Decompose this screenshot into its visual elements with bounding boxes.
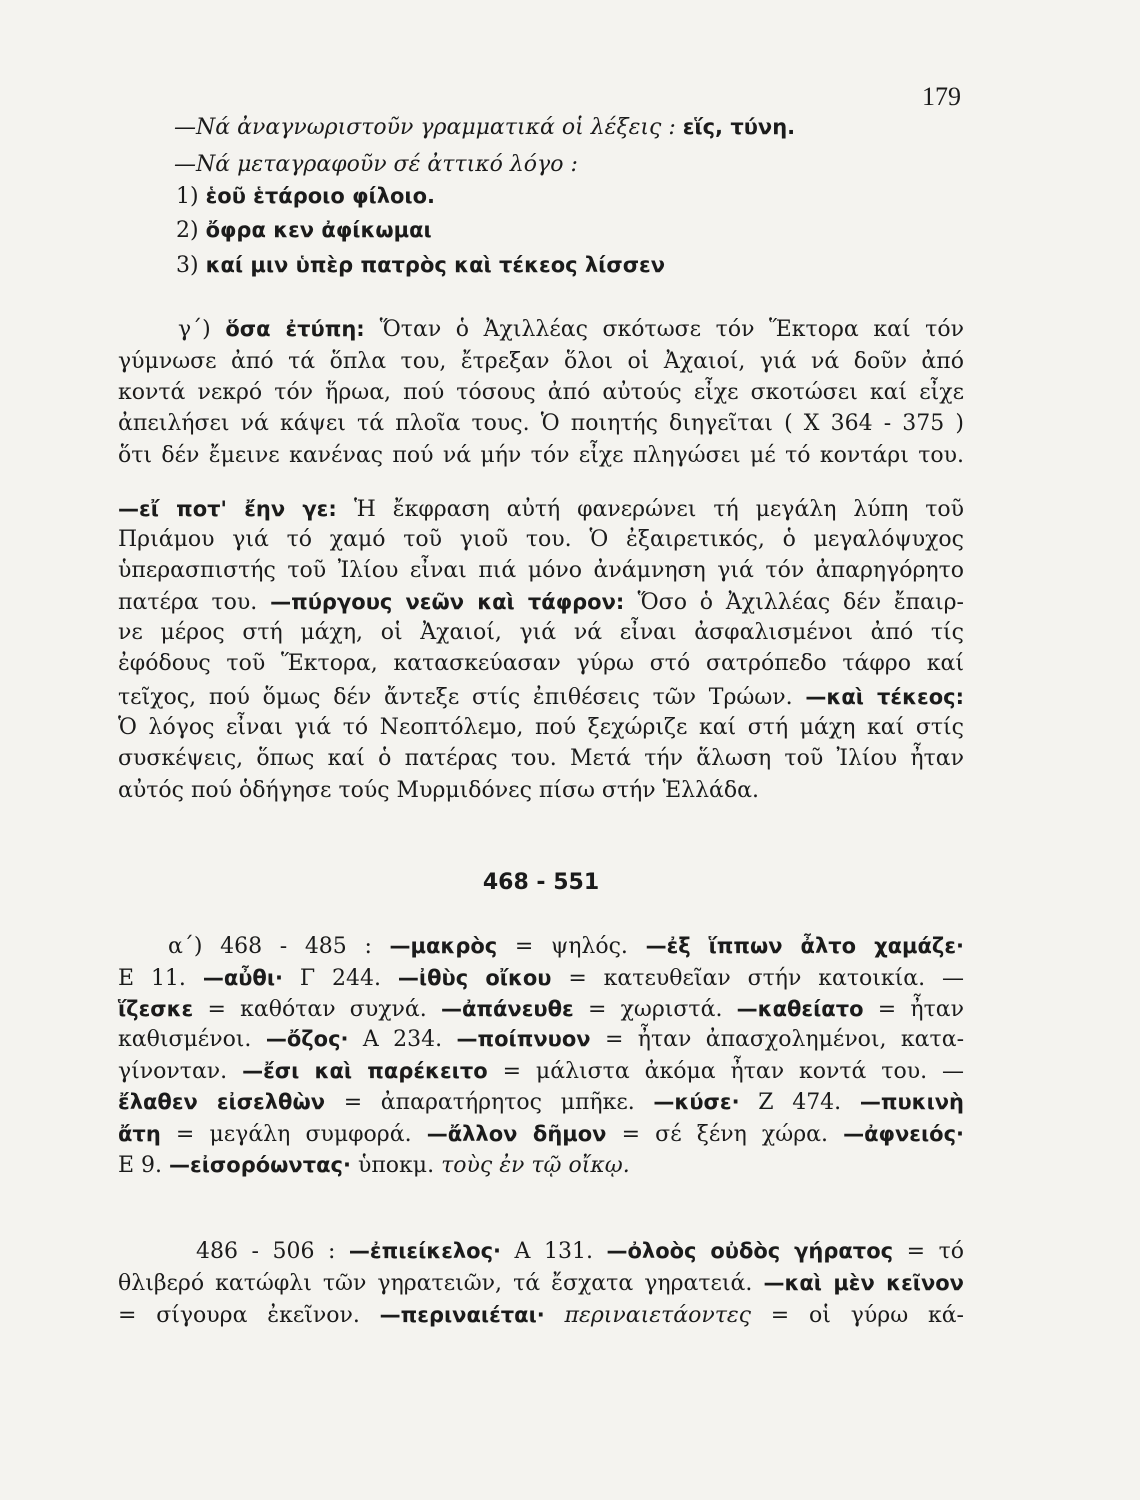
text-span: = κατευθεῖαν στήν κατοικία. — xyxy=(551,966,964,991)
text-span: = ἀπαρατήρητος μπῆκε. xyxy=(325,1090,654,1115)
text-line xyxy=(118,587,964,618)
text-span: = τό xyxy=(893,1239,964,1264)
text-span: = σίγουρα ἐκεῖνον. xyxy=(118,1303,380,1328)
text-line xyxy=(118,1024,964,1055)
text-line xyxy=(118,378,964,408)
text-line xyxy=(118,441,964,471)
bold-term: —πυκινὴ xyxy=(859,1090,965,1114)
bold-term: ἑοῦ ἑτάροιο φίλοιο. xyxy=(205,184,435,208)
text-line xyxy=(118,649,964,679)
bold-term: —αὖθι· xyxy=(202,966,284,990)
bold-term: —ἐξ ἵππων ἆλτο χαμάζε· xyxy=(645,934,964,958)
text-span: γύμνωσε ἀπό τά ὅπλα του, ἔτρεξαν ὅλοι οἱ Ἀχαιοί, γιά νά δοῦν ἀπό xyxy=(118,349,964,374)
text-span: ἐφόδους τοῦ Ἕκτορα, κατασκεύασαν γύρω στό σατρόπεδο τάφρο καί xyxy=(118,651,964,676)
text-line xyxy=(118,525,964,555)
page-number: 179 xyxy=(922,82,961,111)
text-line xyxy=(118,1119,964,1150)
bold-term: καί μιν ὑπὲρ πατρὸς καὶ τέκεος λίσσεν xyxy=(205,253,666,277)
bold-term: ὄφρα κεν ἀφίκωμαι xyxy=(205,218,432,242)
text-line xyxy=(118,994,964,1025)
text-span: = μάλιστα ἀκόμα ἦταν κοντά του. — xyxy=(487,1059,965,1084)
text-line xyxy=(118,963,964,994)
text-span: Ζ 474. xyxy=(739,1090,860,1115)
bold-term: —ὄζος· xyxy=(265,1027,349,1051)
text-span: ὑποκμ. xyxy=(350,1153,442,1178)
text-line xyxy=(118,1087,964,1118)
text-span: Ε 11. xyxy=(118,966,203,991)
bold-term: —ποίπνυον xyxy=(456,1027,591,1051)
text-line xyxy=(118,776,964,806)
italic-text: —Νά ἀναγνωριστοῦν γραμματικά οἱ λέξεις : xyxy=(174,115,683,140)
text-span: α΄) 468 - 485 : xyxy=(168,934,390,959)
text-span: συσκέψεις, ὅπως καί ὁ πατέρας του. Μετά τήν ἅλωση τοῦ Ἰλίου ἦταν xyxy=(118,746,964,771)
text-span: καθισμένοι. xyxy=(118,1027,266,1052)
bold-term: —καὶ μὲν κεῖνον xyxy=(763,1271,964,1295)
text-line xyxy=(118,347,964,377)
bold-term: —ἄλλον δῆμον xyxy=(426,1122,607,1146)
text-span: 3) xyxy=(176,253,206,278)
text-line xyxy=(118,1236,964,1267)
text-span: Ὁ λόγος εἶναι γιά τό Νεοπτόλεμο, πού ξεχώριζε καί στή μάχη καί στίς xyxy=(118,715,964,740)
text-line xyxy=(118,494,964,525)
bold-term: —πύργους νεῶν καὶ τάφρον: xyxy=(270,590,638,614)
text-span: τεῖχος, πού ὅμως δέν ἄντεξε στίς ἐπιθέσεις τῶν Τρώων. xyxy=(118,685,806,710)
text-line xyxy=(118,409,964,439)
text-span: = σέ ξένη χώρα. xyxy=(606,1122,844,1147)
text-span: ὅτι δέν ἔμεινε κανένας πού νά μήν τόν εἶχε πληγώσει μέ τό κοντάρι του. xyxy=(118,443,964,468)
text-line xyxy=(118,1056,964,1087)
text-span: Α 234. xyxy=(348,1027,457,1052)
text-line xyxy=(118,314,964,345)
text-span: κοντά νεκρό τόν ἥρωα, πού τόσους ἀπό αὐτούς εἶχε σκοτώσει καί εἶχε xyxy=(118,380,964,405)
bold-term: —ἀπάνευθε xyxy=(440,997,574,1021)
bold-term: —εἰσορόωντας· xyxy=(169,1153,351,1177)
text-span: γ΄) xyxy=(178,317,226,342)
text-line xyxy=(118,713,964,743)
text-span: 1) xyxy=(176,184,206,209)
text-span: = ψηλός. xyxy=(497,934,646,959)
italic-text: τοὺς ἐν τῷ οἴκῳ. xyxy=(441,1153,630,1178)
text-span: ὑπερασπιστής τοῦ Ἰλίου εἶναι πιά μόνο ἀνάμνηση γιά τόν ἀπαρηγόρητο xyxy=(118,558,964,583)
text-span: αὐτός πού ὁδήγησε τούς Μυρμιδόνες πίσω στήν Ἑλλάδα. xyxy=(118,778,759,803)
text-line xyxy=(118,181,964,212)
text-span: θλιβερό κατώφλι τῶν γηρατειῶν, τά ἔσχατα γηρατειά. xyxy=(118,1271,764,1296)
text-span: 2) xyxy=(176,218,206,243)
text-span: = οἱ γύρω κά- xyxy=(751,1303,964,1328)
italic-text: —Νά μεταγραφοῦν σέ ἀττικό λόγο : xyxy=(174,152,578,177)
text-span: Πριάμου γιά τό χαμό τοῦ γιοῦ του. Ὁ ἐξαιρετικός, ὁ μεγαλόψυχος xyxy=(118,527,964,552)
text-line xyxy=(118,112,964,143)
bold-term: ὅσα ἐτύπη: xyxy=(225,317,380,341)
text-span: γίνονταν. xyxy=(118,1059,243,1084)
text-line xyxy=(118,215,964,246)
text-line xyxy=(118,150,964,180)
text-span: Ὅταν ὁ Ἀχιλλέας σκότωσε τόν Ἕκτορα καί τόν xyxy=(379,317,964,342)
text-span: ἀπειλήσει νά κάψει τά πλοῖα τους. Ὁ ποιητής διηγεῖται ( Χ 364 - 375 ) xyxy=(118,411,964,436)
bold-term: —μακρὸς xyxy=(389,934,498,958)
bold-term: —κύσε· xyxy=(653,1090,740,1114)
text-span: νε μέρος στή μάχη, οἱ Ἀχαιοί, γιά νά εἶναι ἀσφαλισμένοι ἀπό τίς xyxy=(118,620,964,645)
bold-term: —ἔσι καὶ παρέκειτο xyxy=(242,1059,488,1083)
text-line xyxy=(118,618,964,648)
text-span: Γ 244. xyxy=(283,966,398,991)
text-line xyxy=(118,744,964,774)
bold-term: —ὀλοὸς οὐδὸς γήρατος xyxy=(606,1239,894,1263)
bold-term: —εἴ ποτ' ἔην γε: xyxy=(118,497,355,521)
text-span: 468 - 551 xyxy=(482,870,600,895)
bold-term: ἵζεσκε xyxy=(118,997,194,1021)
text-span: = ἦταν xyxy=(863,997,964,1022)
text-span: Α 131. xyxy=(501,1239,607,1264)
text-line xyxy=(118,682,964,713)
text-line xyxy=(118,1300,964,1331)
text-span: Ἡ ἔκφραση αὐτή φανερώνει τή μεγάλη λύπη τοῦ xyxy=(354,497,964,522)
text-line xyxy=(118,1268,964,1299)
text-span: Ὅσο ὁ Ἀχιλλέας δέν ἔπαιρ- xyxy=(637,590,964,615)
bold-term: —καὶ τέκεος: xyxy=(805,685,964,709)
bold-term: —ἰθὺς οἴκου xyxy=(397,966,552,990)
bold-term: —περιναιέται· xyxy=(379,1303,545,1327)
section-heading xyxy=(118,868,964,898)
text-line xyxy=(118,250,964,281)
bold-term: ἔλαθεν εἰσελθὼν xyxy=(118,1090,326,1114)
bold-term: ἄτη xyxy=(118,1122,161,1146)
text-span: 486 - 506 : xyxy=(196,1239,349,1264)
text-span: πατέρα του. xyxy=(118,590,271,615)
bold-term: —καθείατο xyxy=(736,997,864,1021)
text-line xyxy=(118,556,964,586)
italic-text: περιναιετάοντες xyxy=(544,1303,751,1328)
bold-term: —ἀφνειός· xyxy=(843,1122,965,1146)
text-line xyxy=(118,1150,964,1181)
text-span: = ἦταν ἀπασχολημένοι, κατα- xyxy=(590,1027,964,1052)
text-span: = μεγάλη συμφορά. xyxy=(160,1122,427,1147)
bold-term: —ἐπιείκελος· xyxy=(348,1239,502,1263)
text-span: Ε 9. xyxy=(118,1153,170,1178)
text-span: = χωριστά. xyxy=(573,997,737,1022)
bold-term: εἵς, τύνη. xyxy=(682,115,796,139)
text-line xyxy=(118,931,964,962)
text-span: = καθόταν συχνά. xyxy=(193,997,441,1022)
